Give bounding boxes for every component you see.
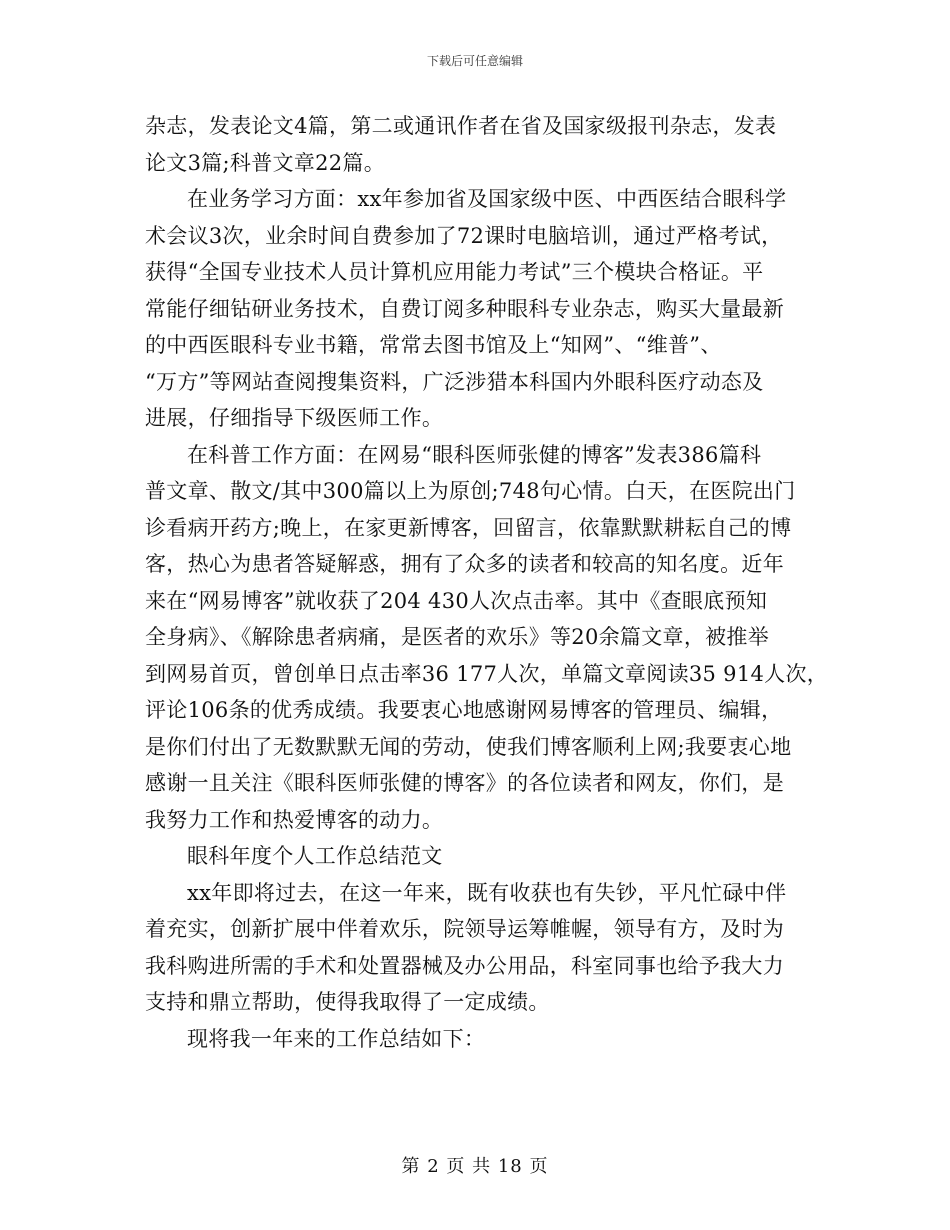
text-line: 诊看病开药方;晚上，在家更新博客，回留言，依靠默默耕耘自己的博: [145, 515, 792, 540]
text-line: 的中西医眼科专业书籍，常常去图书馆及上“知网”、“维普”、: [145, 333, 722, 357]
text-line: 着充实，创新扩展中伴着欢乐，院领导运筹帷幄，领导有方，及时为: [145, 917, 784, 941]
page-header: 下载后可任意编辑: [426, 54, 523, 68]
text-line: 感谢一且关注《眼科医师张健的博客》的各位读者和网友，你们，是: [145, 771, 784, 795]
paragraph-start-line: 在科普工作方面：在网易“眼科医师张健的博客”发表386篇科: [187, 442, 762, 467]
text-line: 术会议3次，业余时间自费参加了72课时电脑培训，通过严格考试，: [145, 223, 783, 248]
section-title: 眼科年度个人工作总结范文: [187, 844, 443, 868]
text-line: 来在“网易博客”就收获了204 430人次点击率。其中《查眼底预知: [145, 588, 768, 613]
text-line: 到网易首页，曾创单日点击率36 177人次，单篇文章阅读35 914人次，: [145, 661, 829, 686]
text-line: 论文3篇;科普文章22篇。: [145, 150, 386, 175]
page-number-footer: 第 2 页 共 18 页: [401, 1156, 549, 1177]
paragraph-start-line: 现将我一年来的工作总结如下：: [187, 1026, 486, 1051]
text-line: “万方”等网站查阅搜集资料，广泛涉猎本科国内外眼科医疗动态及: [145, 369, 764, 394]
text-line: 是你们付出了无数默默无闻的劳动，使我们博客顺利上网;我要衷心地: [145, 734, 792, 759]
paragraph-start-line: 在业务学习方面：xx年参加省及国家级中医、中西医结合眼科学: [187, 187, 787, 211]
text-line: 获得“全国专业技术人员计算机应用能力考试”三个模块合格证。平: [145, 260, 764, 284]
text-line: 全身病》、《解除患者病痛，是医者的欢乐》等20余篇文章，被推举: [145, 625, 770, 649]
text-line: 我科购进所需的手术和处置器械及办公用品，科室同事也给予我大力: [145, 953, 784, 978]
paragraph-start-line: xx年即将过去，在这一年来，既有收获也有失钞，平凡忙碌中伴: [187, 880, 787, 905]
text-line: 杂志，发表论文4篇，第二或通讯作者在省及国家级报刊杂志，发表: [145, 114, 777, 138]
text-line: 评论106条的优秀成绩。我要衷心地感谢网易博客的管理员、编辑，: [145, 698, 783, 722]
text-line: 我努力工作和热爱博客的动力。: [145, 807, 444, 832]
text-line: 客，热心为患者答疑解惑，拥有了众多的读者和较高的知名度。近年: [145, 552, 784, 576]
text-line: 支持和鼎立帮助，使得我取得了一定成绩。: [145, 990, 550, 1014]
document-body: [145, 108, 829, 1057]
text-line: 进展，仔细指导下级医师工作。: [145, 406, 444, 430]
text-line: 普文章、散文/其中300篇以上为原创;748句心情。白天，在医院出门: [145, 479, 796, 503]
text-line: 常能仔细钻研业务技术，自费订阅多种眼科专业杂志，购买大量最新: [145, 296, 784, 321]
